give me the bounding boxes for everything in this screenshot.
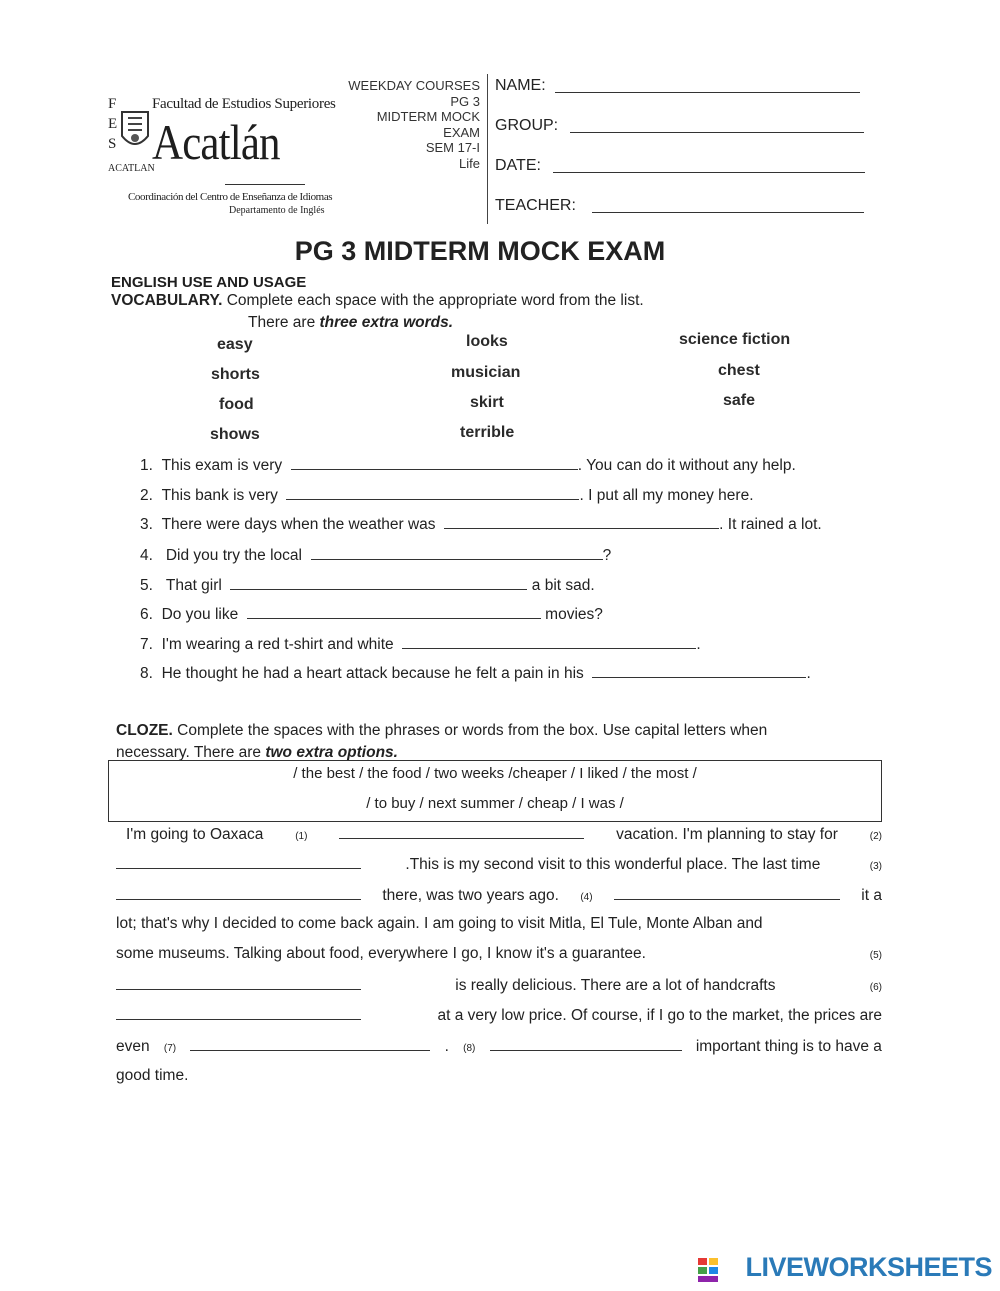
- group-field[interactable]: [570, 132, 864, 133]
- word-bank-item: shorts: [211, 366, 260, 383]
- course-info: WEEKDAY COURSES PG 3 MIDTERM MOCK EXAM SEM 17-I Life: [348, 78, 480, 171]
- cloze-blank-4[interactable]: [614, 885, 840, 900]
- name-label: NAME:: [495, 77, 546, 94]
- word-bank-item: looks: [466, 333, 508, 350]
- liveworksheets-watermark: LIVEWORKSHEETS: [745, 1252, 992, 1282]
- department-name: Departamento de Inglés: [229, 205, 325, 216]
- section-heading: ENGLISH USE AND USAGE: [111, 274, 307, 291]
- options-line-1: / the best / the food / two weeks /cheaper / I liked / the most /: [293, 765, 697, 782]
- group-label: GROUP:: [495, 117, 559, 134]
- cloze-passage: I'm going to Oaxaca (1) vacation. I'm planning to stay for (2) .This is my second visit to this wonderful place. The last time (3) there, was two years ago. (4) it a lot; that's why I decided to come back again. I am going to visit Mitla, El Tule, Monte Alban and some museums. Talking about food, everywhere I go, I know it's a guarantee. (5) is really delicious. There are a lot of handcrafts (6) at a very low price. Of course, if I go to the market, the prices are even (7) . (8) important thing is to have a good time.: [116, 826, 882, 1084]
- date-label: DATE:: [495, 157, 541, 174]
- word-bank-item: chest: [718, 362, 760, 379]
- vocab-item-8: 8. He thought he had a heart attack because he felt a pain in his .: [140, 665, 811, 682]
- vocab-item-6: 6. Do you like movies?: [140, 606, 603, 623]
- cloze-blank-7[interactable]: [190, 1036, 430, 1051]
- vocab-item-3: 3. There were days when the weather was . It rained a lot.: [140, 516, 822, 533]
- teacher-field[interactable]: [592, 212, 864, 213]
- institution-short-name: ACATLAN: [108, 163, 155, 174]
- word-bank-item: safe: [723, 392, 756, 409]
- cloze-blank-1[interactable]: [339, 824, 584, 839]
- cloze-blank-8[interactable]: [490, 1036, 682, 1051]
- answer-blank-1[interactable]: [291, 455, 578, 470]
- answer-blank-5[interactable]: [230, 575, 527, 590]
- university-crest-icon: [118, 108, 152, 154]
- word-bank-item: terrible: [460, 424, 515, 441]
- options-line-2: / to buy / next summer / cheap / I was /: [366, 795, 624, 812]
- cloze-blank-3[interactable]: [116, 885, 361, 900]
- name-field[interactable]: [555, 92, 860, 93]
- vocab-item-1: 1. This exam is very . You can do it without any help.: [140, 457, 796, 474]
- institution-name: Acatlán: [152, 114, 280, 170]
- cloze-blank-5[interactable]: [116, 975, 361, 990]
- word-bank-item: easy: [217, 336, 253, 353]
- answer-blank-8[interactable]: [592, 663, 806, 678]
- word-bank-item: shows: [210, 426, 260, 443]
- vocabulary-note: There are three extra words.: [248, 314, 454, 331]
- word-bank-item: science fiction: [679, 331, 791, 348]
- word-bank-item: food: [219, 396, 254, 413]
- cloze-instruction-2: necessary. There are two extra options.: [116, 744, 398, 761]
- answer-blank-6[interactable]: [247, 604, 541, 619]
- faculty-name: Facultad de Estudios Superiores: [152, 96, 336, 112]
- answer-blank-3[interactable]: [444, 514, 719, 529]
- vocab-item-7: 7. I'm wearing a red t-shirt and white .: [140, 636, 701, 653]
- header-divider: [487, 74, 488, 224]
- logo-divider: [225, 184, 305, 185]
- fes-letters: F E S: [108, 96, 118, 152]
- answer-blank-7[interactable]: [402, 634, 696, 649]
- answer-blank-2[interactable]: [286, 485, 579, 500]
- word-bank-item: musician: [451, 364, 521, 381]
- answer-blank-4[interactable]: [311, 545, 603, 560]
- cloze-blank-6[interactable]: [116, 1005, 361, 1020]
- word-bank-item: skirt: [470, 394, 504, 411]
- vocab-item-5: 5. That girl a bit sad.: [140, 577, 595, 594]
- coordination-name: Coordinación del Centro de Enseñanza de Idiomas: [128, 191, 333, 203]
- liveworksheets-logo-icon: [697, 1257, 719, 1283]
- vocabulary-instruction: VOCABULARY. Complete each space with the appropriate word from the list.: [111, 292, 644, 309]
- cloze-blank-2[interactable]: [116, 854, 361, 869]
- cloze-instruction: CLOZE. Complete the spaces with the phrases or words from the box. Use capital letters when: [116, 722, 768, 739]
- teacher-label: TEACHER:: [495, 197, 576, 214]
- vocab-item-4: 4. Did you try the local ?: [140, 547, 612, 564]
- vocab-item-2: 2. This bank is very . I put all my money here.: [140, 487, 754, 504]
- date-field[interactable]: [553, 172, 865, 173]
- page-title: PG 3 MIDTERM MOCK EXAM: [294, 236, 666, 266]
